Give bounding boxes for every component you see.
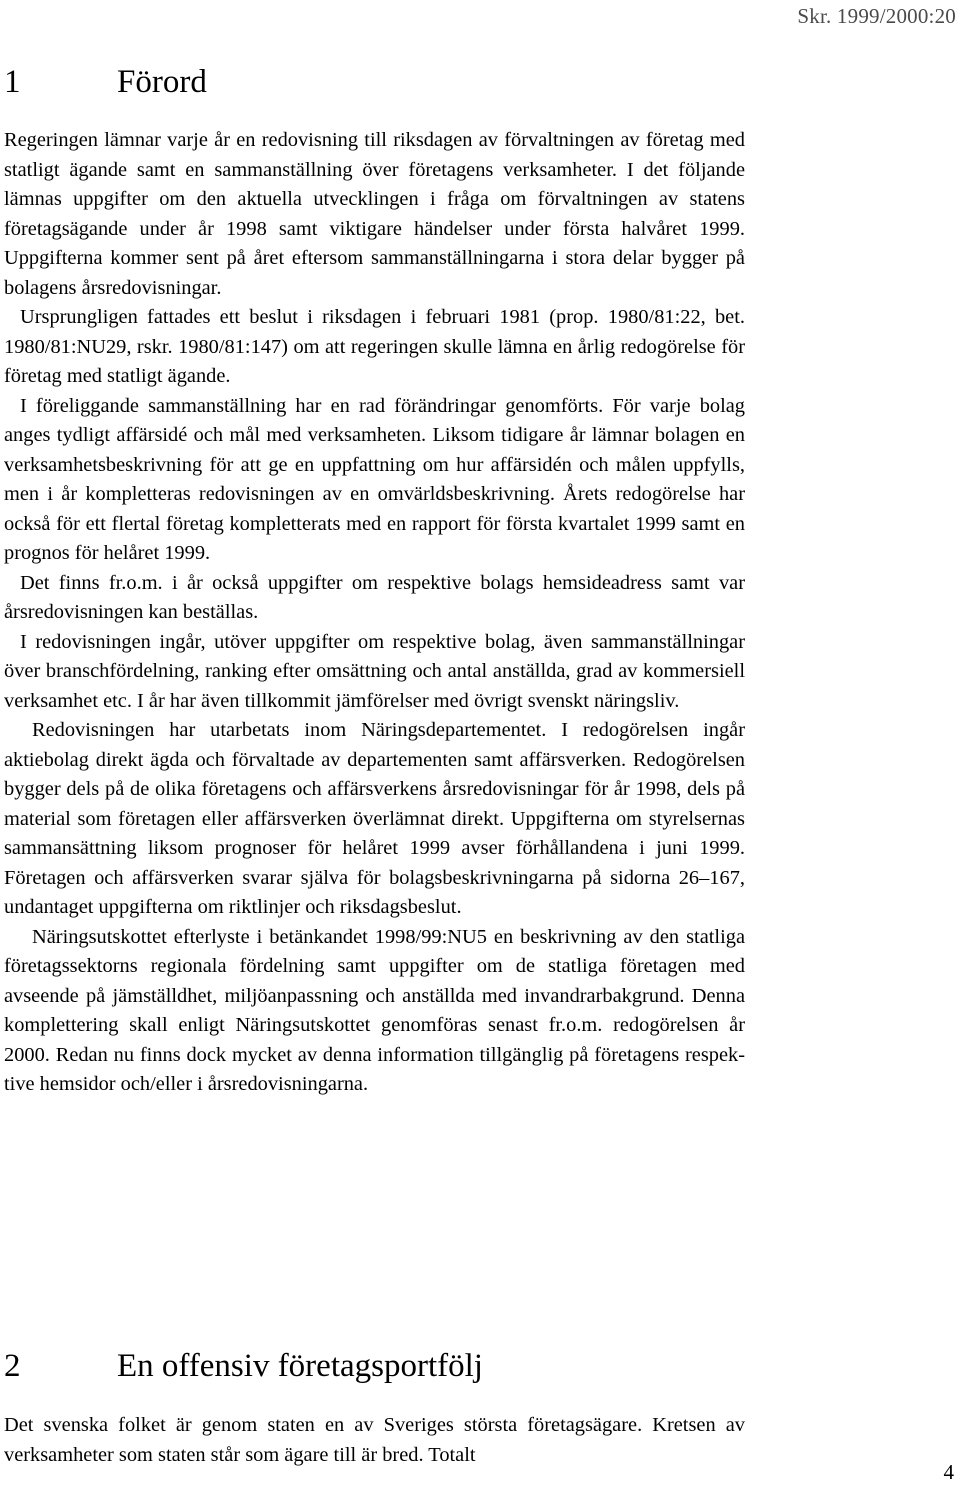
section-1-body	[4, 126, 745, 1100]
paragraph: Det svenska folket är genom staten en av Sveriges största företagsägare. Kretsen av verksamheter som staten står som ägare till är bred. Totalt	[4, 1414, 745, 1466]
paragraph: Näringsutskottet efterlyste i betänkandet 1998/99:NU5 en beskrivning av den statliga företagssektorns regionala fördelning samt uppgifter om de statliga företagen med avseende på jämställdhet, miljöanpassning och anställda med invandrarbakgrund. Denna komplettering skall enligt Näringsutskottet genomföras senast fr.o.m. redogörelsen år 2000. Redan nu finns dock mycket av denna information tillgänglig på företagens respektive hemsidor och/eller i årsredovisningarna.	[4, 925, 745, 1095]
section-2-title: En offensiv företagsportfölj	[117, 1348, 483, 1384]
paragraph: I föreliggande sammanställning har en rad förändringar genomförts. För varje bolag anges tydligt affärsidé och mål med verksamheten. Liksom tidigare år lämnar bolagen en verksamhetsbeskrivning för att ge en uppfattning om hur affärsidén och målen uppfylls, men i år kompletteras redovisningen av en omvärldsbeskrivning. Årets redogörelse har också för ett flertal företag kompletterats med en rapport för första kvartalet 1999 samt en prognos för helåret 1999.	[4, 394, 745, 564]
paragraph: I redovisningen ingår, utöver uppgifter om respektive bolag, även sammanställningar över branschfördelning, ranking efter omsättning och antal anställda, grad av kommersiell verksamhet etc. I år har även tillkommit jämförelser med övrigt svenskt näringsliv.	[4, 630, 745, 712]
paragraph: Ursprungligen fattades ett beslut i riksdagen i februari 1981 (prop. 1980/81:22, bet. 1980/81:NU29, rskr. 1980/81:147) om att regeringen skulle lämna en årlig redogörelse för företag med statligt ägande.	[4, 306, 745, 387]
paragraph: Regeringen lämnar varje år en redovisning till riksdagen av förvaltningen av företag med statligt ägande samt en sammanställning över företagens verksamheter. I det följande lämnas uppgifter om den aktuella utvecklingen i fråga om förvaltningen av statens företagsägande under år 1998 samt viktigare händelser under första halvåret 1999. Uppgifterna kommer sent på året eftersom sammanställningarna i stora delar bygger på bolagens årsredovisningar.	[4, 129, 745, 299]
section-2-number: 2	[4, 1348, 21, 1384]
paragraph: Redovisningen har utarbetats inom Näringsdepartementet. I redogörelsen ingår aktiebolag direkt ägda och förvaltade av departementen samt affärsverken. Redogörelsen bygger dels på de olika företagens och affärsverkens årsredovisningar för år 1998, dels på material som företagen eller affärsverken överlämnat direkt. Uppgifterna om styrelsernas sammansättning liksom prognoser för helåret 1999 avser förhållandena i juni 1999. Företagen och affärsverken svarar själva för bolagsbeskrivningarna på sidorna 26–167, undantaget uppgifterna om riktlinjer och riksdagsbeslut.	[4, 719, 745, 918]
page-number: 4	[943, 1460, 954, 1484]
section-1-heading	[4, 62, 207, 102]
section-2-heading	[4, 1346, 483, 1386]
section-2-body	[4, 1411, 745, 1470]
section-1-number: 1	[4, 64, 21, 100]
section-1-title: Förord	[117, 64, 207, 100]
paragraph: Det finns fr.o.m. i år också uppgifter om respektive bolags hemsideadress samt var årsredovisningen kan beställas.	[4, 571, 745, 623]
document-reference: Skr. 1999/2000:20	[797, 4, 956, 28]
